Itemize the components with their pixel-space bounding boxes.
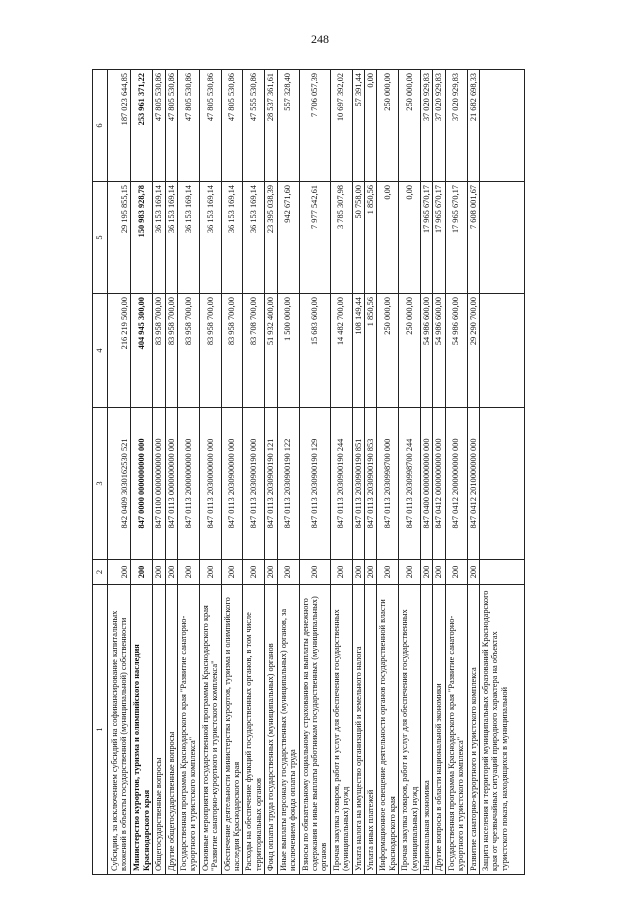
- row-executed-amount-cell: 1 850,56: [364, 182, 376, 294]
- row-budget-code-cell: 847 0400 0000000000 000: [420, 408, 432, 560]
- row-line-code-cell: 200: [445, 560, 467, 585]
- row-unexecuted-amount-cell: 0,00: [364, 70, 376, 182]
- table-row: [433, 70, 445, 875]
- table-row: [330, 70, 352, 875]
- row-budget-code-cell: 847 0113 2030900190 851: [352, 408, 364, 560]
- row-name-cell: Обеспечение деятельности министерства курортов, туризма и олимпийского наследия Краснодарского края: [221, 585, 243, 875]
- row-unexecuted-amount-cell: 47 805 530,86: [178, 70, 200, 182]
- row-unexecuted-amount-cell: 28 537 361,61: [265, 70, 277, 182]
- row-executed-amount-cell: 36 153 169,14: [178, 182, 200, 294]
- table-row: [480, 70, 525, 875]
- row-name-cell: Субсидии, за исключением субсидий на софинансирование капитальных вложений в объекты государственной (муниципальной) собственности: [108, 585, 131, 875]
- row-approved-amount-cell: 250 000,00: [399, 294, 421, 408]
- row-name-cell: Уплата налога на имущество организаций и земельного налога: [352, 585, 364, 875]
- header-col-2: 2: [93, 560, 108, 585]
- row-unexecuted-amount-cell: 47 805 530,86: [165, 70, 177, 182]
- row-approved-amount-cell: 14 482 700,00: [330, 294, 352, 408]
- row-line-code-cell: 200: [131, 560, 153, 585]
- row-budget-code-cell: 847 0113 2030900190 244: [330, 408, 352, 560]
- row-executed-amount-cell: 150 983 928,78: [131, 182, 153, 294]
- row-approved-amount-cell: 54 986 600,00: [445, 294, 467, 408]
- row-unexecuted-amount-cell: 21 682 698,33: [467, 70, 479, 182]
- table-row: [153, 70, 165, 875]
- row-approved-amount-cell: 1 500 000,00: [277, 294, 299, 408]
- table-row: [420, 70, 432, 875]
- row-unexecuted-amount-cell: 7 706 057,39: [299, 70, 330, 182]
- row-unexecuted-amount-cell: 47 805 530,86: [153, 70, 165, 182]
- row-line-code-cell: 200: [433, 560, 445, 585]
- row-budget-code-cell: 847 0100 0000000000 000: [153, 408, 165, 560]
- header-col-4: 4: [93, 294, 108, 408]
- row-name-cell: Информационное освещение деятельности органов государственной власти Краснодарского края: [377, 585, 399, 875]
- header-col-1: 1: [93, 585, 108, 875]
- row-line-code-cell: 200: [467, 560, 479, 585]
- table-row: [377, 70, 399, 875]
- row-name-cell: Другие вопросы в области национальной экономики: [433, 585, 445, 875]
- row-approved-amount-cell: 1 850,56: [364, 294, 376, 408]
- table-row: [445, 70, 467, 875]
- row-budget-code-cell: 847 0000 0000000000 000: [131, 408, 153, 560]
- row-budget-code-cell: 847 0412 2010000000 000: [467, 408, 479, 560]
- row-name-cell: Национальная экономика: [420, 585, 432, 875]
- row-line-code-cell: 200: [199, 560, 221, 585]
- row-line-code-cell: 200: [352, 560, 364, 585]
- row-unexecuted-amount-cell: 37 020 929,83: [445, 70, 467, 182]
- budget-table: [92, 69, 525, 875]
- row-name-cell: Государственная программа Краснодарского края "Развитие санаторно-курортного и туристского комплекса": [445, 585, 467, 875]
- row-approved-amount-cell: 54 986 600,00: [433, 294, 445, 408]
- row-line-code-cell: 200: [377, 560, 399, 585]
- row-executed-amount-cell: 3 785 307,98: [330, 182, 352, 294]
- row-line-code-cell: 200: [330, 560, 352, 585]
- row-unexecuted-amount-cell: [480, 70, 525, 182]
- row-name-cell: Развитие санаторно-курортного и туристского комплекса: [467, 585, 479, 875]
- table-row: [277, 70, 299, 875]
- row-line-code-cell: 200: [420, 560, 432, 585]
- row-budget-code-cell: 847 0113 2030998700 000: [377, 408, 399, 560]
- row-line-code-cell: 200: [221, 560, 243, 585]
- row-unexecuted-amount-cell: 187 023 644,85: [108, 70, 131, 182]
- row-executed-amount-cell: 36 153 169,14: [153, 182, 165, 294]
- table-row: [165, 70, 177, 875]
- row-line-code-cell: 200: [399, 560, 421, 585]
- header-col-5: 5: [93, 182, 108, 294]
- row-line-code-cell: 200: [277, 560, 299, 585]
- table-row: [243, 70, 265, 875]
- row-executed-amount-cell: 0,00: [377, 182, 399, 294]
- row-unexecuted-amount-cell: 557 328,40: [277, 70, 299, 182]
- rotated-table-frame: [92, 70, 612, 875]
- row-name-cell: Расходы на обеспечение функций государственных органов, в том числе территориальных органов: [243, 585, 265, 875]
- row-unexecuted-amount-cell: 10 697 392,02: [330, 70, 352, 182]
- row-unexecuted-amount-cell: 47 805 530,86: [199, 70, 221, 182]
- table-row: [108, 70, 131, 875]
- row-line-code-cell: 200: [364, 560, 376, 585]
- row-name-cell: Уплата иных платежей: [364, 585, 376, 875]
- row-executed-amount-cell: [480, 182, 525, 294]
- row-name-cell: Взносы по обязательному социальному страхованию на выплаты денежного содержания и иные выплаты работникам государственных (муниципальных) органов: [299, 585, 330, 875]
- row-approved-amount-cell: 51 932 400,00: [265, 294, 277, 408]
- row-approved-amount-cell: 83 708 700,00: [243, 294, 265, 408]
- row-approved-amount-cell: 216 219 500,00: [108, 294, 131, 408]
- row-budget-code-cell: 847 0412 2000000000 000: [445, 408, 467, 560]
- row-executed-amount-cell: 17 965 670,17: [420, 182, 432, 294]
- row-budget-code-cell: 847 0113 2030000000 000: [199, 408, 221, 560]
- row-line-code-cell: 200: [165, 560, 177, 585]
- row-approved-amount-cell: 29 290 700,00: [467, 294, 479, 408]
- row-executed-amount-cell: 36 153 169,14: [221, 182, 243, 294]
- row-approved-amount-cell: 15 683 600,00: [299, 294, 330, 408]
- row-approved-amount-cell: 54 986 600,00: [420, 294, 432, 408]
- row-unexecuted-amount-cell: 253 961 371,22: [131, 70, 153, 182]
- row-unexecuted-amount-cell: 37 020 929,83: [433, 70, 445, 182]
- row-name-cell: Государственная программа Краснодарского края "Развитие санаторно-курортного и туристского комплекса": [178, 585, 200, 875]
- row-line-code-cell: 200: [243, 560, 265, 585]
- row-approved-amount-cell: 83 958 700,00: [221, 294, 243, 408]
- row-executed-amount-cell: 942 671,60: [277, 182, 299, 294]
- row-budget-code-cell: 847 0113 2030900190 129: [299, 408, 330, 560]
- table-row: [364, 70, 376, 875]
- row-approved-amount-cell: 83 958 700,00: [199, 294, 221, 408]
- row-unexecuted-amount-cell: 47 555 530,86: [243, 70, 265, 182]
- row-executed-amount-cell: 0,00: [399, 182, 421, 294]
- table-header-row: [93, 70, 108, 875]
- table-row: [467, 70, 479, 875]
- table-row: [399, 70, 421, 875]
- row-executed-amount-cell: 7 608 001,67: [467, 182, 479, 294]
- row-budget-code-cell: 847 0113 2030900190 122: [277, 408, 299, 560]
- row-budget-code-cell: 847 0113 2000000000 000: [178, 408, 200, 560]
- row-line-code-cell: 200: [178, 560, 200, 585]
- row-name-cell: Прочая закупка товаров, работ и услуг для обеспечения государственных (муниципальных) нужд: [399, 585, 421, 875]
- row-executed-amount-cell: 50 758,00: [352, 182, 364, 294]
- row-executed-amount-cell: 17 965 670,17: [445, 182, 467, 294]
- table-row: [221, 70, 243, 875]
- row-name-cell: Министерство курортов, туризма и олимпийского наследия Краснодарского края: [131, 585, 153, 875]
- row-approved-amount-cell: 83 958 700,00: [178, 294, 200, 408]
- row-approved-amount-cell: [480, 294, 525, 408]
- row-approved-amount-cell: 83 958 700,00: [165, 294, 177, 408]
- row-unexecuted-amount-cell: 47 805 530,86: [221, 70, 243, 182]
- row-executed-amount-cell: 36 153 169,14: [165, 182, 177, 294]
- table-row: [299, 70, 330, 875]
- row-line-code-cell: 200: [153, 560, 165, 585]
- row-name-cell: Общегосударственные вопросы: [153, 585, 165, 875]
- row-approved-amount-cell: 83 958 700,00: [153, 294, 165, 408]
- row-line-code-cell: 200: [265, 560, 277, 585]
- row-name-cell: Основные мероприятия государственной программы Краснодарского края "Развитие санаторно-курортного и туристского комплекса": [199, 585, 221, 875]
- row-budget-code-cell: 847 0113 2030998700 244: [399, 408, 421, 560]
- row-approved-amount-cell: 404 945 300,00: [131, 294, 153, 408]
- table-row: [352, 70, 364, 875]
- table-row: [131, 70, 153, 875]
- row-line-code-cell: [480, 560, 525, 585]
- row-budget-code-cell: 847 0113 2030900190 000: [243, 408, 265, 560]
- row-approved-amount-cell: 250 000,00: [377, 294, 399, 408]
- row-budget-code-cell: 842 0409 3030162530 521: [108, 408, 131, 560]
- row-line-code-cell: 200: [299, 560, 330, 585]
- table-body: [108, 70, 525, 875]
- table-row: [199, 70, 221, 875]
- row-name-cell: Прочая закупка товаров, работ и услуг для обеспечения государственных (муниципальных) нужд: [330, 585, 352, 875]
- page-number: 248: [311, 32, 329, 46]
- row-approved-amount-cell: 108 149,44: [352, 294, 364, 408]
- row-unexecuted-amount-cell: 37 020 929,83: [420, 70, 432, 182]
- row-executed-amount-cell: 36 153 169,14: [199, 182, 221, 294]
- table-row: [265, 70, 277, 875]
- row-executed-amount-cell: 17 965 670,17: [433, 182, 445, 294]
- row-budget-code-cell: 847 0113 2030900190 121: [265, 408, 277, 560]
- row-name-cell: Другие общегосударственные вопросы: [165, 585, 177, 875]
- row-name-cell: Фонд оплаты труда государственных (муниципальных) органов: [265, 585, 277, 875]
- row-name-cell: Защита населения и территорий муниципальных образований Краснодарского края от чрезвычайных ситуаций природного характера на объектах туристского показа, находящихся в муниципальной: [480, 585, 525, 875]
- row-executed-amount-cell: 23 395 038,39: [265, 182, 277, 294]
- row-budget-code-cell: 847 0113 2030900190 853: [364, 408, 376, 560]
- header-col-3: 3: [93, 408, 108, 560]
- row-budget-code-cell: 847 0113 0000000000 000: [165, 408, 177, 560]
- row-executed-amount-cell: 36 153 169,14: [243, 182, 265, 294]
- row-unexecuted-amount-cell: 250 000,00: [377, 70, 399, 182]
- row-line-code-cell: 200: [108, 560, 131, 585]
- row-unexecuted-amount-cell: 57 391,44: [352, 70, 364, 182]
- row-executed-amount-cell: 29 195 855,15: [108, 182, 131, 294]
- table-row: [178, 70, 200, 875]
- row-unexecuted-amount-cell: 250 000,00: [399, 70, 421, 182]
- row-budget-code-cell: 847 0113 2030900000 000: [221, 408, 243, 560]
- header-col-6: 6: [93, 70, 108, 182]
- row-budget-code-cell: 847 0412 0000000000 000: [433, 408, 445, 560]
- row-budget-code-cell: [480, 408, 525, 560]
- row-executed-amount-cell: 7 977 542,61: [299, 182, 330, 294]
- row-name-cell: Иные выплаты персоналу государственных (муниципальных) органов, за исключением фонда оплаты труда: [277, 585, 299, 875]
